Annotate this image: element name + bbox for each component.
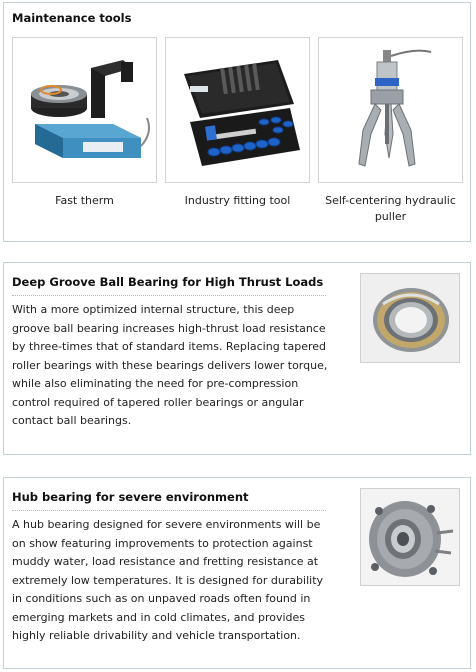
tool-label-fitting-tool: Industry fitting tool	[184, 194, 291, 207]
tool-label-hydraulic-puller: Self-centering hydraulic puller	[325, 194, 456, 223]
deep-groove-bearing-panel	[3, 262, 471, 455]
hub-bearing-description: A hub bearing designed for severe environments will be on show featuring improvements to protection against muddy water, load resistance and fretting resistance at extremely low temperatures. It is designed for durability in conditions such as on unpaved roads often found in emerging markets and in cold climates, and provides highly reliable drivability and vehicle transportation.	[12, 518, 324, 642]
deep-groove-title: Deep Groove Ball Bearing for High Thrust Loads	[12, 275, 324, 289]
tool-label-fast-therm: Fast therm	[55, 194, 114, 207]
tool-card-hydraulic-puller[interactable]	[318, 37, 463, 183]
hub-bearing-panel	[3, 477, 471, 669]
hub-bearing-photo[interactable]	[360, 488, 460, 586]
hub-bearing-divider	[12, 510, 326, 511]
fitting-tool-kit-image	[166, 38, 309, 182]
deep-groove-photo[interactable]	[360, 273, 460, 363]
deep-groove-description: With a more optimized internal structure, this deep groove ball bearing increases high-thrust load resistance by three-times that of standard items. Replacing tapered roller bearings with these bearings delivers lower torque, while also eliminating the need for pre-compression control required of tapered roller bearings or angular contact ball bearings.	[12, 303, 328, 427]
hub-bearing-image	[361, 489, 459, 585]
maintenance-tools-panel	[3, 2, 471, 242]
ball-bearing-image	[361, 274, 459, 362]
tool-card-fast-therm[interactable]	[12, 37, 157, 183]
hydraulic-puller-image	[319, 38, 462, 182]
tool-card-fitting-tool[interactable]	[165, 37, 310, 183]
maintenance-tools-title: Maintenance tools	[12, 11, 132, 25]
hub-bearing-title: Hub bearing for severe environment	[12, 490, 249, 504]
induction-heater-image	[13, 38, 156, 182]
deep-groove-divider	[12, 295, 326, 296]
